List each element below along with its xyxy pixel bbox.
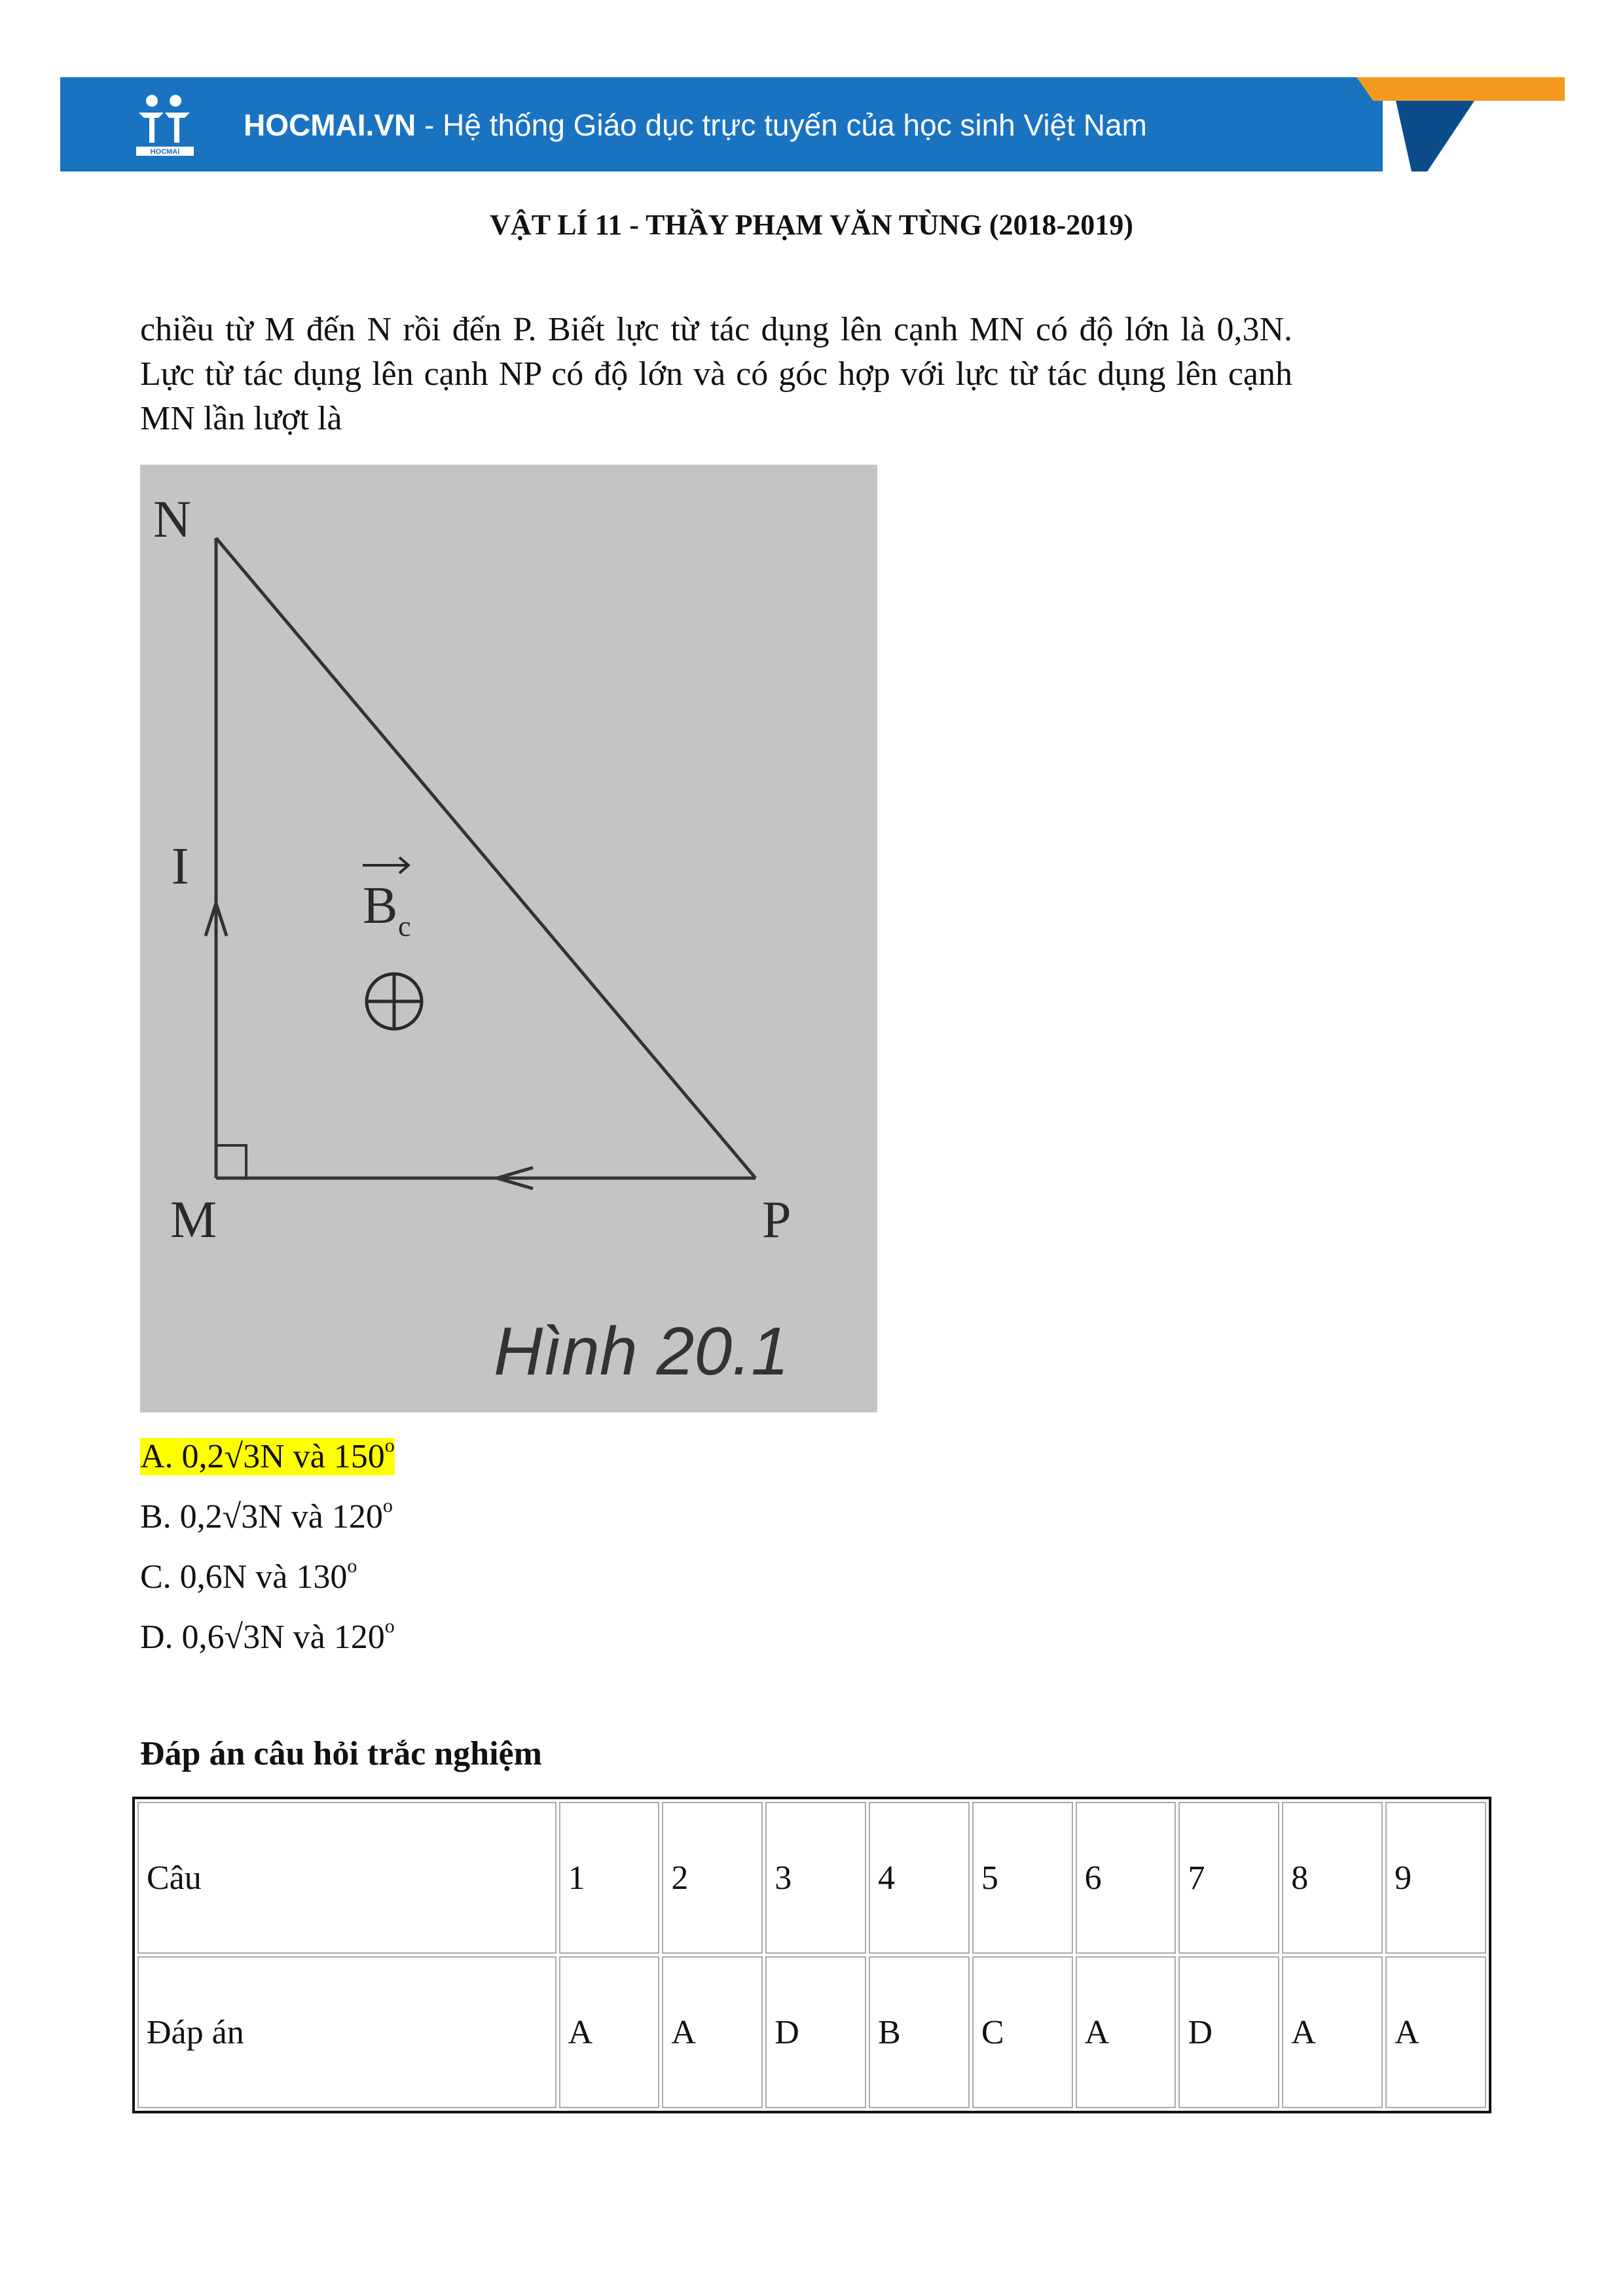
table-cell: 1 [559,1802,660,1954]
logo-text: HOCMAI [150,148,180,156]
option-b[interactable]: B. 0,2√3N và 120$^o$ [140,1495,393,1535]
document-title: VẬT LÍ 11 - THẦY PHẠM VĂN TÙNG (2018-2019) [490,209,1133,241]
answer-options [140,1427,395,1668]
banner-orange-stripe [1357,77,1565,101]
table-cell: 3 [765,1802,866,1954]
brand-tagline: - Hệ thống Giáo dục trực tuyến của học sinh Việt Nam [424,108,1147,142]
label-current-i: I [172,838,189,895]
table-cell: B [869,1956,970,2108]
table-cell: A [1076,1956,1176,2108]
table-cell: 6 [1076,1802,1176,1954]
table-cell: D [765,1956,866,2108]
brand-name: HOCMAI.VN [244,108,416,142]
option-a[interactable]: A. 0,2√3N và 150$^o$ [140,1435,395,1475]
hocmai-logo-icon [132,92,198,157]
table-cell: 9 [1385,1802,1486,1954]
label-n: N [153,491,191,548]
table-cell: 8 [1282,1802,1383,1954]
field-into-page-icon [367,974,422,1029]
label-b-subscript: c [398,910,411,942]
answer-table [132,1797,1491,2113]
table-cell: A [1385,1956,1486,2108]
label-p: P [762,1191,792,1249]
table-cell: A [662,1956,763,2108]
figure-triangle-mnp [140,465,877,1412]
table-cell: A [559,1956,660,2108]
table-cell: D [1178,1956,1279,2108]
label-m: M [170,1191,217,1249]
banner-text [244,107,1147,143]
option-c[interactable]: C. 0,6N và 130$^o$ [140,1555,357,1596]
question-text: chiều từ M đến N rồi đến P. Biết lực từ tác dụng lên cạnh MN có độ lớn là 0,3N. Lực từ tác dụng lên cạnh NP có độ lớn và có góc hợp với lực từ tác dụng lên cạnh MN lần lượt là [140,311,1292,437]
table-header-dap-an: Đáp án [137,1956,556,2108]
table-cell: 7 [1178,1802,1279,1954]
option-d[interactable]: D. 0,6√3N và 120$^o$ [140,1615,395,1656]
table-row-questions [137,1802,1486,1954]
label-b: B [363,877,398,935]
table-cell: 4 [869,1802,970,1954]
figure-background [140,465,877,1412]
table-header-cau: Câu [137,1802,556,1954]
table-cell: A [1282,1956,1383,2108]
header-banner [60,77,1565,171]
answers-heading: Đáp án câu hỏi trắc nghiệm [140,1735,542,1772]
table-cell: C [972,1956,1073,2108]
table-cell: 5 [972,1802,1073,1954]
figure-caption: Hình 20.1 [494,1314,789,1390]
table-cell: 2 [662,1802,763,1954]
table-row-answers [137,1956,1486,2108]
banner-navy-stripe [1396,101,1474,171]
